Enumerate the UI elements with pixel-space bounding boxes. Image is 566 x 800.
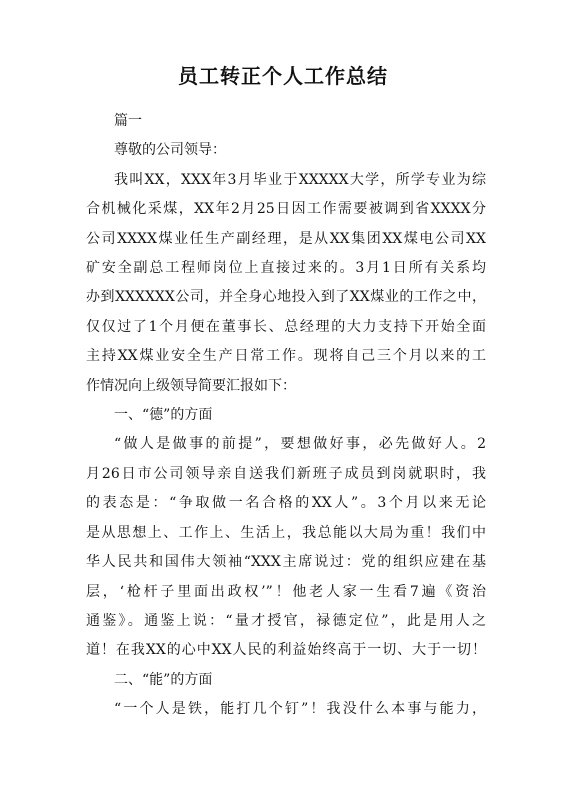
paragraph-line: 办到XXXXXX公司，并全身心地投入到了XX煤业的工作之中，	[86, 289, 486, 306]
paragraph-line: 是从思想上、工作上、生活上，我总能以大局为重！我们中	[86, 524, 486, 541]
document-title: 员工转正个人工作总结	[178, 64, 388, 88]
paragraph-line: 道！在我XX的心中XX人民的利益始终高于一切、大于一切！	[86, 642, 486, 659]
document-body	[86, 107, 486, 725]
section-heading-neng: 二、“能”的方面	[114, 671, 213, 688]
salutation: 尊敬的公司领导：	[114, 142, 226, 159]
paragraph-line: 公司XXXX煤业任生产副经理，是从XX集团XX煤电公司XX	[86, 230, 486, 247]
paragraph-line: 仅仅过了1个月便在董事长、总经理的大力支持下开始全面	[86, 318, 486, 335]
section-heading: 篇一	[114, 113, 142, 129]
paragraph-line: 主持XX煤业安全生产日常工作。现将自己三个月以来的工	[86, 348, 486, 365]
paragraph-line: 作情况向上级领导简要汇报如下：	[86, 377, 296, 394]
paragraph-line: 合机械化采煤，XX年2月25日因工作需要被调到省XXXX分	[86, 201, 486, 218]
paragraph-line: 我叫XX，XXX年3月毕业于XXXXX大学，所学专业为综	[114, 171, 486, 188]
paragraph-line: 月26日市公司领导亲自送我们新班子成员到岗就职时，我	[86, 465, 486, 482]
paragraph-line: “做人是做事的前提”，要想做好事，必先做好人。2	[114, 436, 486, 453]
paragraph-line: 通鉴》。通鉴上说：“量才授官，禄德定位”，此是用人之	[86, 612, 486, 629]
paragraph-line: 层，‘枪杆子里面出政权’”！他老人家一生看7遍《资治	[86, 583, 486, 600]
paragraph-line: 矿安全副总工程师岗位上直接过来的。3月1日所有关系均	[86, 260, 486, 277]
section-heading-de: 一、“德”的方面	[114, 407, 213, 424]
paragraph-line: 华人民共和国伟大领袖“XXX主席说过：党的组织应建在基	[86, 554, 486, 571]
paragraph-line: “一个人是铁，能打几个钉”！我没什么本事与能力，	[114, 701, 486, 718]
paragraph-line: 的表态是：“争取做一名合格的XX人”。3个月以来无论	[86, 495, 486, 512]
